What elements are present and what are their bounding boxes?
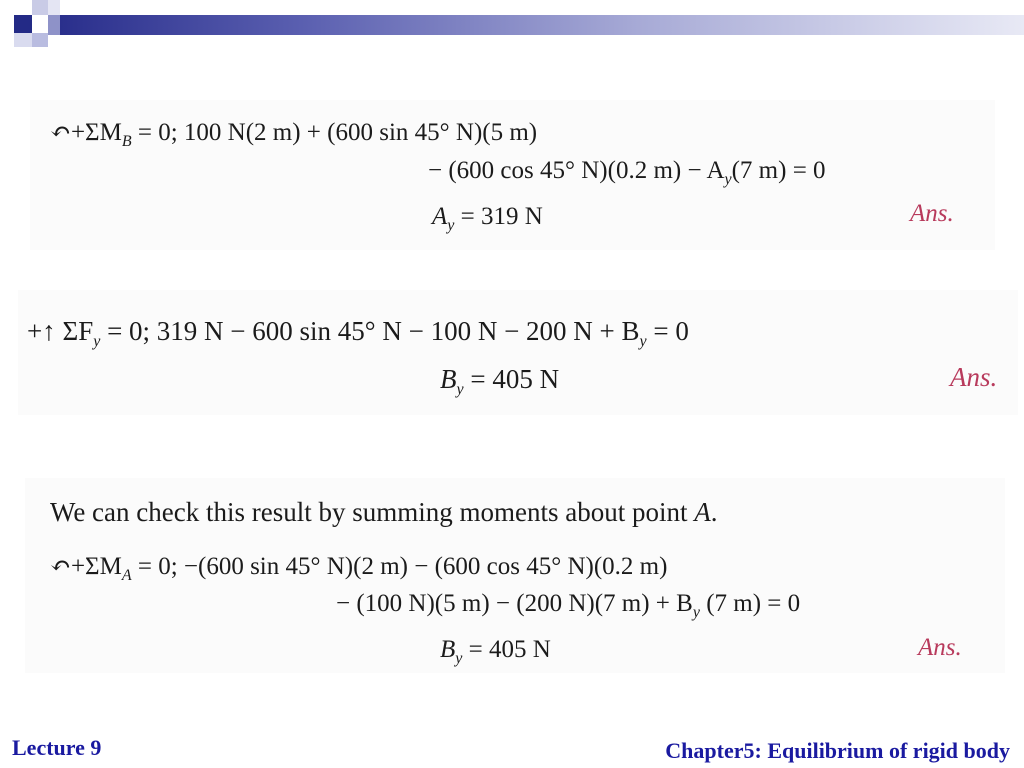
moment-b-equation-line2: − (600 cos 45° N)(0.2 $m) - A_y(7$ m) = 0 bbox=[428, 157, 826, 188]
ans-label-1: Ans. bbox=[910, 200, 954, 227]
chapter-title: Chapter5: Equilibrium of rigid body bbox=[665, 738, 1010, 763]
lecture-label: Lecture 9 bbox=[12, 735, 102, 760]
header-gradient-bar bbox=[60, 15, 1024, 35]
header-square-dark bbox=[14, 15, 32, 33]
force-y-equation: +↑ $\Sigma F_y = 0$; 319 N − 600 sin 45° N − 100 N − 200 $N + B_y = 0$ bbox=[27, 316, 689, 350]
ay-result: $A_y = 319$ N bbox=[432, 203, 543, 234]
moment-a-equation-line2: − (100 N)(5 m) − (200 N)(7 $m) + B_y$ (7 m) = 0 bbox=[336, 590, 801, 621]
by-result-2: $B_y = 405$ N bbox=[440, 636, 551, 667]
header-square-light bbox=[14, 33, 32, 47]
header-square-light bbox=[48, 0, 60, 15]
moment-b-equation-line1: $↶+\Sigma M_B = 0$; 100 N(2 m) + (600 sin 45° N)(5 m) bbox=[50, 119, 538, 150]
header-square-light bbox=[32, 0, 48, 15]
ans-label-3: Ans. bbox=[918, 634, 962, 661]
check-statement: We can check this result by summing moments about point A. bbox=[50, 497, 718, 527]
moment-a-equation-line1: $↶+\Sigma M_A = 0$; −(600 sin 45° N)(2 m) − (600 cos 45° N)(0.2 m) bbox=[50, 553, 668, 584]
equation-panel-2 bbox=[18, 290, 1018, 415]
by-result-1: $B_y = 405$ N bbox=[440, 364, 560, 398]
ans-label-2: Ans. bbox=[950, 362, 998, 392]
header-square-mid bbox=[48, 15, 60, 35]
header-square-light bbox=[32, 33, 48, 47]
